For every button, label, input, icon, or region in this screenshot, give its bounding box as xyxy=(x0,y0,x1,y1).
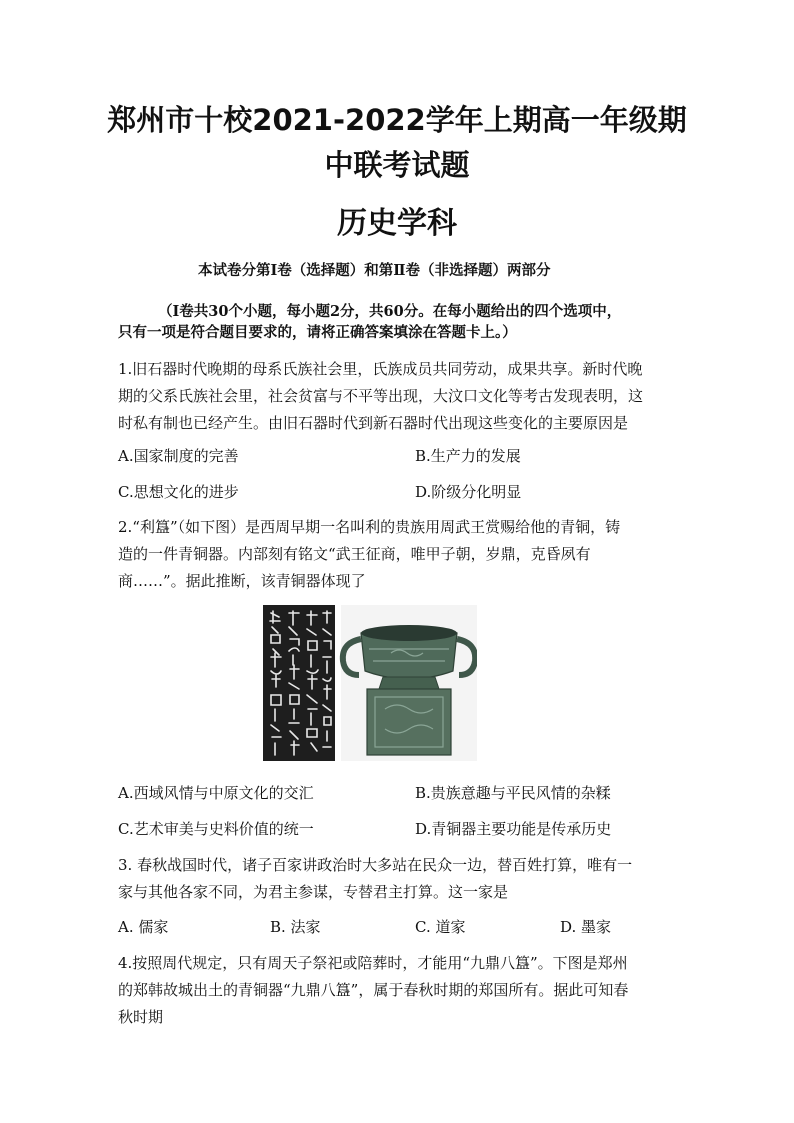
paper-structure-note: 本试卷分第Ⅰ卷（选择题）和第Ⅱ卷（非选择题）两部分 xyxy=(198,262,551,279)
question-1-option-d: D.阶级分化明显 xyxy=(415,483,522,501)
question-1-line: 期的父系氏族社会里，社会贫富与不平等出现，大汶口文化等考古发现表明，这 xyxy=(118,387,644,405)
vessel-foot xyxy=(379,677,439,689)
exam-title-line2: 中联考试题 xyxy=(324,148,470,182)
question-1-stem xyxy=(118,356,678,437)
question-3-stem xyxy=(118,852,678,906)
question-4-line: 的郑韩故城出土的青铜器“九鼎八簋”，属于春秋时期的郑国所有。据此可知春 xyxy=(118,981,629,999)
vessel-square-base xyxy=(367,689,451,755)
question-3-option-b: B. 法家 xyxy=(270,918,321,936)
question-2-line: 造的一件青铜器。内部刻有铭文“武王征商，唯甲子朝，岁鼎，克昏夙有 xyxy=(118,545,591,563)
question-2-option-a: A.西域风情与中原文化的交汇 xyxy=(118,784,314,802)
li-gui-bronze-figure xyxy=(263,605,477,761)
question-2-line: 商……”。据此推断，该青铜器体现了 xyxy=(118,572,366,590)
question-1-option-c: C.思想文化的进步 xyxy=(118,483,239,501)
question-4-line: 秋时期 xyxy=(118,1008,164,1026)
question-1-line: 1.旧石器时代晚期的母系氏族社会里，氏族成员共同劳动，成果共享。新时代晚 xyxy=(118,360,643,378)
question-3-option-d: D. 墨家 xyxy=(560,918,612,936)
instruction-line2: 只有一项是符合题目要求的，请将正确答案填涂在答题卡上。） xyxy=(118,324,517,341)
exam-title-line1: 郑州市十校2021-2022学年上期高一年级期 xyxy=(107,103,687,137)
question-2-option-d: D.青铜器主要功能是传承历史 xyxy=(415,820,612,838)
question-2-stem xyxy=(118,514,678,595)
vessel-rim xyxy=(361,625,457,641)
subject-title: 历史学科 xyxy=(337,206,457,241)
question-4-line: 4.按照周代规定，只有周天子祭祀或陪葬时，才能用“九鼎八簋”。下图是郑州 xyxy=(118,954,628,972)
question-3-line: 3. 春秋战国时代，诸子百家讲政治时大多站在民众一边，替百姓打算，唯有一 xyxy=(118,856,633,874)
question-3-option-c: C. 道家 xyxy=(415,918,466,936)
question-1-line: 时私有制也已经产生。由旧石器时代到新石器时代出现这些变化的主要原因是 xyxy=(118,414,629,432)
question-2-line: 2.“利簋”（如下图）是西周早期一名叫利的贵族用周武王赏赐给他的青铜，铸 xyxy=(118,518,621,536)
question-4-stem xyxy=(118,950,678,1031)
instruction-line1: （Ⅰ卷共30个小题，每小题2分，共60分。在每小题给出的四个选项中， xyxy=(158,303,622,320)
question-3-option-a: A. 儒家 xyxy=(118,918,169,936)
li-gui-illustration xyxy=(263,605,477,761)
question-2-option-b: B.贵族意趣与平民风情的杂糅 xyxy=(415,784,611,802)
question-2-option-c: C.艺术审美与史料价值的统一 xyxy=(118,820,314,838)
question-3-line: 家与其他各家不同，为君主参谋，专替君主打算。这一家是 xyxy=(118,883,509,901)
question-1-option-b: B.生产力的发展 xyxy=(415,447,521,465)
question-1-option-a: A.国家制度的完善 xyxy=(118,447,239,465)
